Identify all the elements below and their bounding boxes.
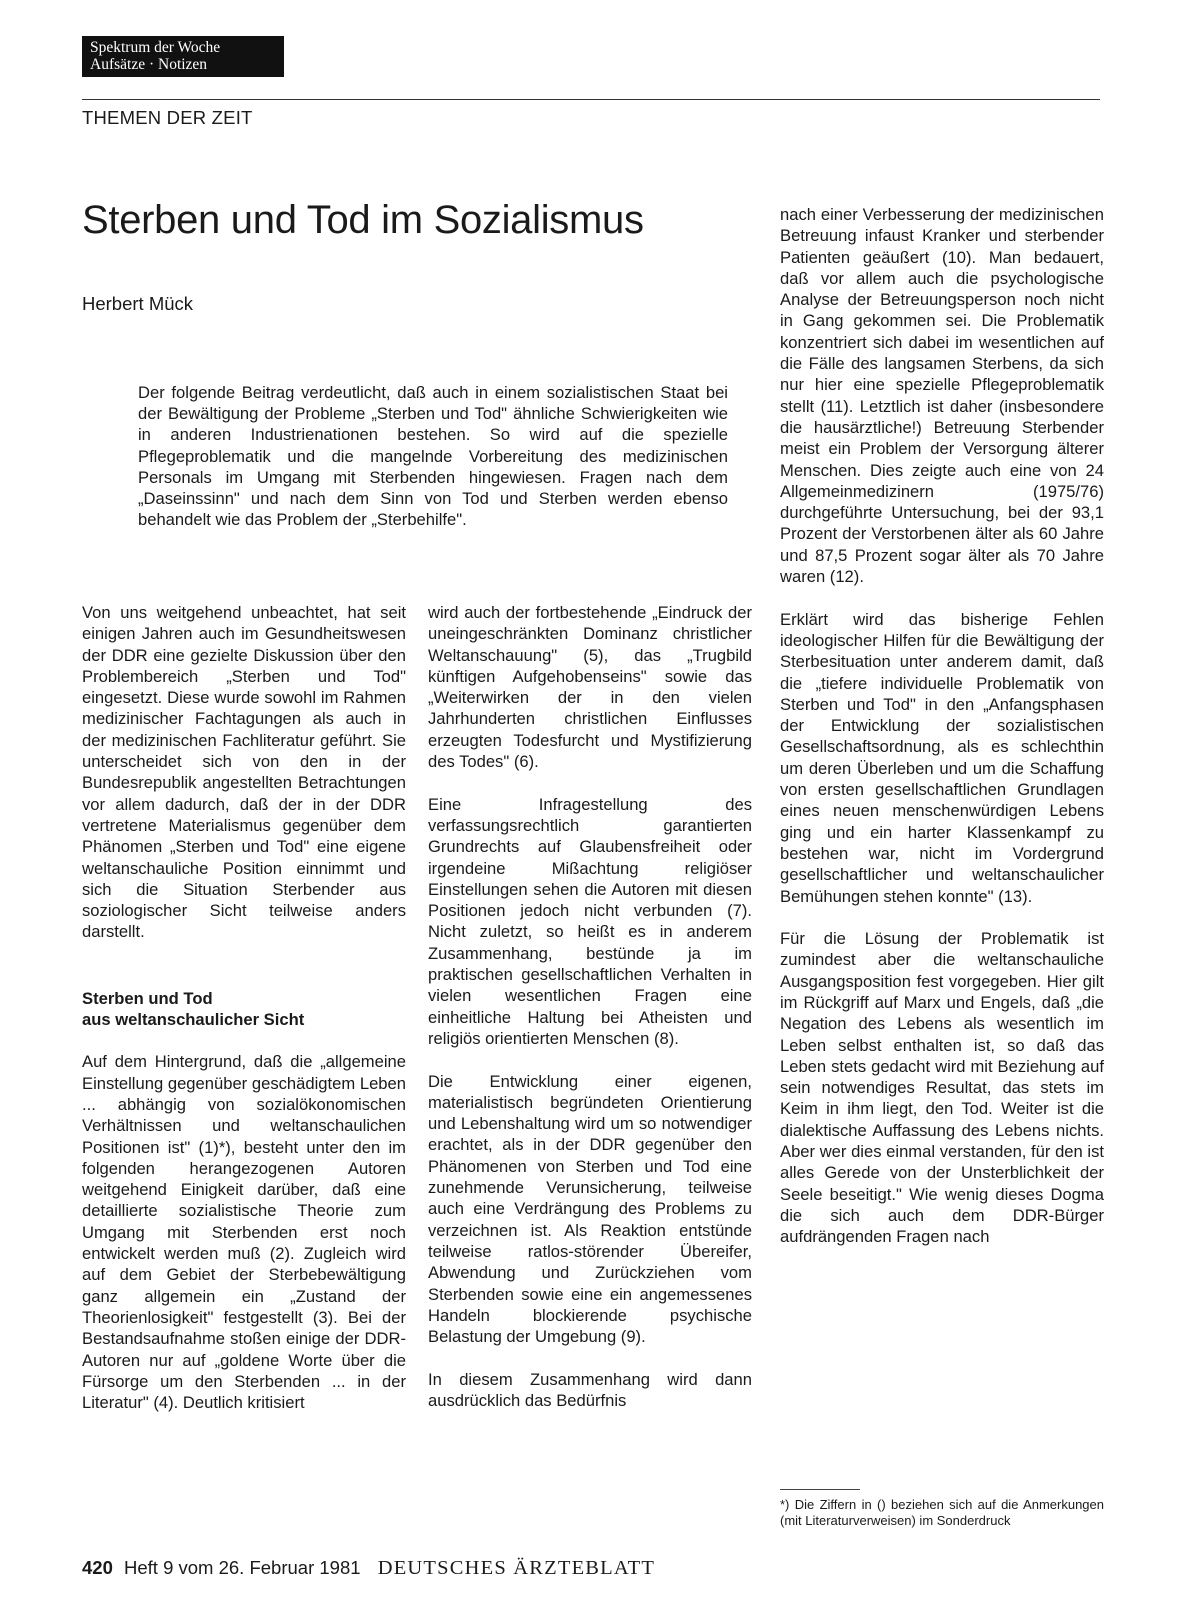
paragraph: Auf dem Hintergrund, daß die „allgemeine Einstellung gegenüber geschädigtem Leben ... abhängig von sozialökonomischen Verhältnissen und weltanschaulichen Positionen ist" (1)*), besteht unter den im folgenden herangezogenen Autoren weitgehend Einigkeit darüber, daß eine detaillierte sozialistische Theorie zum Umgang mit Sterbenden erst noch entwickelt werden muß (2). Zugleich wird auf dem Gebiet der Sterbebewältigung ganz allgemein ein „Zustand der Theorienlosigkeit" festgestellt (3). Bei der Bestandsaufnahme stoßen einige der DDR-Autoren nur auf „goldene Worte über die Fürsorge um den Sterbenden ... in der Literatur" (4). Deutlich kritisiert xyxy=(82,1052,406,1413)
paragraph: Erklärt wird das bisherige Fehlen ideologischer Hilfen für die Bewältigung der Sterbesituation unter anderem damit, daß die „tiefere individuelle Problematik von Sterben und Tod" in den „Anfangsphasen der Entwicklung der sozialistischen Gesellschaftsordnung, als es schlechthin um deren Überleben und um die Schaffung von ersten gesellschaftlichen Grundlagen eines neuen menschenwürdigen Lebens ging und ein harter Klassenkampf zu bestehen war, nicht im Vordergrund gesellschaftlicher und weltanschaulicher Bemühungen stehen konnte" (13). xyxy=(780,609,1104,906)
footnote-rule xyxy=(780,1489,860,1490)
paragraph: Eine Infragestellung des verfassungsrechtlich garantierten Grundrechts auf Glaubensfreiheit oder irgendeine Mißachtung religiöser Einstellungen sehen die Autoren mit diesen Positionen jedoch nicht verbunden (7). Nicht zuletzt, so heißt es in anderem Zusammenhang, bestünde ja im praktischen gesellschaftlichen Verhalten in vielen wesentlichen Fragen eine einheitliche Haltung bei Atheisten und religiös orientierten Menschen (8). xyxy=(428,794,752,1048)
paragraph: wird auch der fortbestehende „Eindruck der uneingeschränkten Dominanz christlicher Weltanschauung" (5), das „Trugbild künftigen Aufgehobenseins" sowie das „Weiterwirken der in den vielen Jahrhunderten christlichen Einflusses erzeugten Todesfurcht und Mystifizierung des Todes" (6). xyxy=(428,603,752,772)
section-badge xyxy=(82,36,284,77)
paragraph: Für die Lösung der Problematik ist zumindest aber die weltanschauliche Ausgangsposition fest vorgegeben. Hier gilt im Rückgriff auf Marx und Engels, daß „die Negation des Lebens als wesentlich im Leben selbst enthalten ist, so daß das Leben stets gedacht wird mit Beziehung auf sein notwendiges Resultat, das stets im Keim in ihm liegt, den Tod. Weiter ist die dialektische Auffassung des Lebens nichts. Aber wer dies einmal verstanden, für den ist alles Gerede von der Unsterblichkeit der Seele beseitigt." Wie wenig dieses Dogma die sich auch dem DDR-Bürger aufdrängenden Fragen nach xyxy=(780,929,1104,1247)
subheading-line1: Sterben und Tod xyxy=(82,988,213,1008)
article-title: Sterben und Tod im Sozialismus xyxy=(82,198,644,242)
page-number: 420 xyxy=(82,1557,113,1578)
section-label: THEMEN DER ZEIT xyxy=(82,107,253,128)
article-abstract: Der folgende Beitrag verdeutlicht, daß auch in einem sozialistischen Staat bei der Bewältigung der Probleme „Sterben und Tod" ähnliche Schwierigkeiten wie in anderen Industrienationen bestehen. So wird auf die spezielle Pflegeproblematik und die mangelnde Vorbereitung des medizinischen Personals im Umgang mit Sterbenden hingewiesen. Fragen nach dem „Daseinssinn" und nach dem Sinn von Tod und Sterben werden ebenso behandelt wie das Problem der „Sterbehilfe". xyxy=(138,383,728,530)
paragraph: nach einer Verbesserung der medizinischen Betreuung infaust Kranker und sterbender Patienten geäußert (10). Man bedauert, daß vor allem auch die psychologische Analyse der Betreuungsperson noch nicht in Gang gekommen sei. Die Problematik konzentriert sich dabei im wesentlichen auf die Fälle des langsamen Sterbens, da sich nur hier eine spezielle Pflegeproblematik stellt (11). Letztlich ist daher (insbesondere die hausärztliche!) Betreuung Sterbender meist ein Problem der Versorgung älterer Menschen. Dies zeigte auch eine von 24 Allgemeinmedizinern (1975/76) durchgeführte Untersuchung, bei der 93,1 Prozent der Verstorbenen älter als 60 Jahre und 87,5 Prozent sogar älter als 70 Jahre waren (12). xyxy=(780,205,1104,587)
text-column-2 xyxy=(428,602,752,1411)
subheading-line2: aus weltanschaulicher Sicht xyxy=(82,1010,305,1030)
paragraph: Von uns weitgehend unbeachtet, hat seit einigen Jahren auch im Gesundheitswesen der DDR eine gezielte Diskussion über den Problembereich „Sterben und Tod" eingesetzt. Diese wurde sowohl im Rahmen medizinischer Fachtagungen als auch in der medizinischen Fachliteratur geführt. Sie unterscheidet sich von den in der Bundesrepublik angestellten Betrachtungen vor allem dadurch, daß der in der DDR vertretene Materialismus gegenüber dem Phänomen „Sterben und Tod" eine eigene weltanschauliche Position einnimmt und sich die Situation Sterbender aus soziologischer Sicht teilweise anders darstellt. xyxy=(82,603,406,942)
text-column-1 xyxy=(82,602,406,1413)
section-badge-line1: Spektrum der Woche xyxy=(90,39,221,56)
paragraph: Die Entwicklung einer eigenen, materialistisch begründeten Orientierung und Lebenshaltung wird um so notwendiger erachtet, als in der DDR gegenüber den Phänomenen von Sterben und Tod eine zunehmende Verunsicherung, teilweise auch eine Verdrängung des Problems zu verzeichnen ist. Als Reaktion entstünde teilweise ratlos-störender Übereifer, Abwendung und Zurückziehen vom Sterbenden sowie eine ein angemessenes Handeln blockierende psychische Belastung der Umgebung (9). xyxy=(428,1071,752,1347)
text-column-3 xyxy=(780,204,1104,1248)
journal-name: DEUTSCHES ÄRZTEBLATT xyxy=(377,1557,656,1579)
article-author: Herbert Mück xyxy=(82,293,194,314)
footnote: *) Die Ziffern in () beziehen sich auf die Anmerkungen (mit Literaturverweisen) im Sonderdruck xyxy=(780,1497,1104,1529)
subheading xyxy=(82,988,406,1031)
issue-info: Heft 9 vom 26. Februar 1981 xyxy=(124,1557,361,1578)
paragraph: In diesem Zusammenhang wird dann ausdrücklich das Bedürfnis xyxy=(428,1369,752,1410)
page-footer xyxy=(82,1557,655,1580)
section-badge-line2: Aufsätze · Notizen xyxy=(90,56,208,73)
header-rule xyxy=(82,99,1100,100)
